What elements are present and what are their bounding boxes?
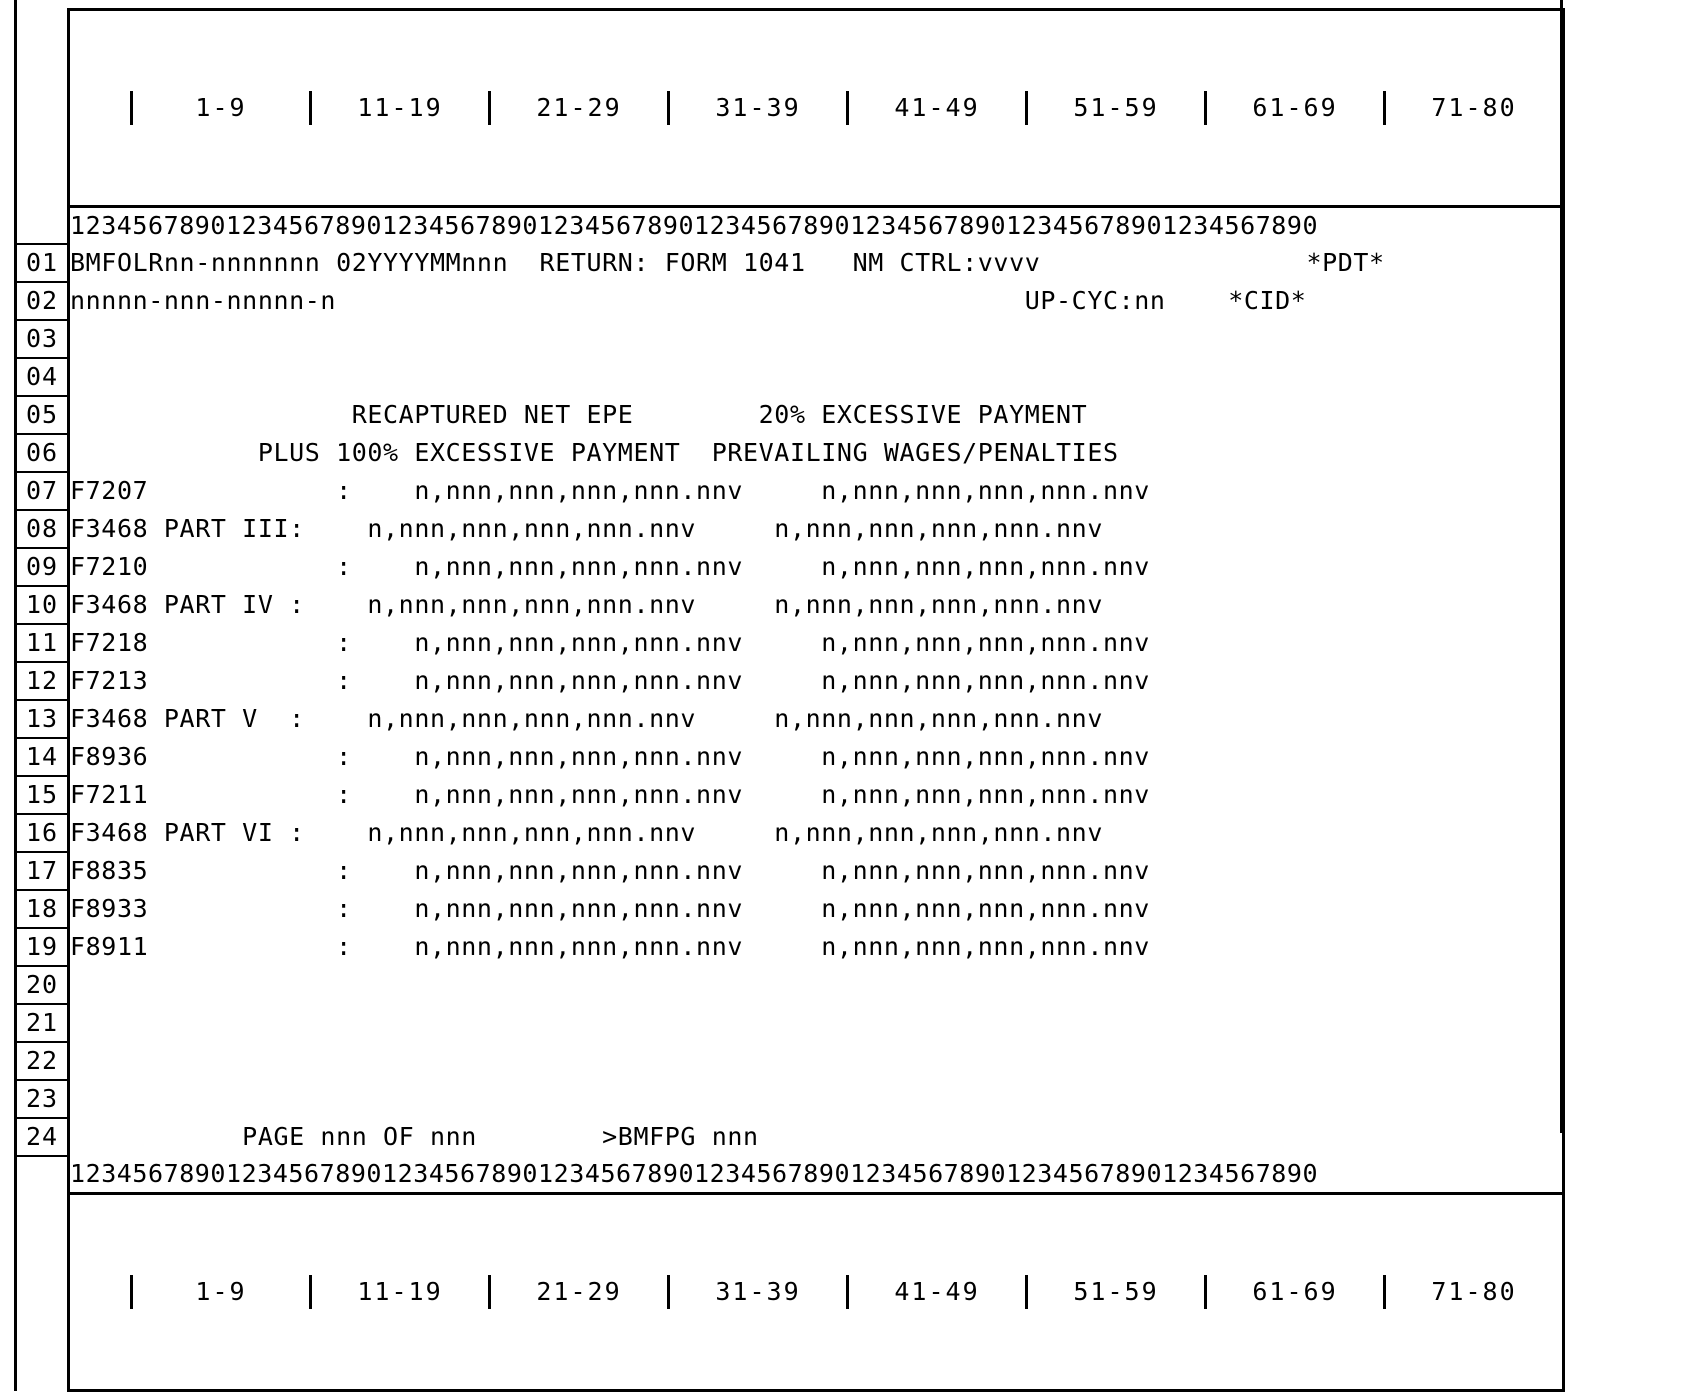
line-number-23: 23 — [16, 1080, 69, 1118]
line-number-13: 13 — [16, 700, 69, 738]
line-text-01[interactable]: BMFOLRnn-nnnnnnn 02YYYYMMnnn RETURN: FORM 1041 NM CTRL:vvvv *PDT* — [69, 244, 1564, 282]
line-text-09[interactable]: F7210 : n,nnn,nnn,nnn,nnn.nnv n,nnn,nnn,nnn,nnn.nnv — [69, 548, 1564, 586]
line-text-20[interactable] — [69, 966, 1564, 1004]
screen-line-13 — [16, 700, 1564, 738]
colhdr-31-39-bottom: 31-39 — [670, 1275, 849, 1309]
colhdr-21-29-top: 21-29 — [491, 91, 670, 125]
ruler-bottom: 12345678901234567890123456789012345678901234567890123456789012345678901234567890 — [69, 1156, 1564, 1194]
colhdr-71-80-top: 71-80 — [1431, 93, 1517, 122]
colhdr-61-69-bottom: 61-69 — [1207, 1275, 1386, 1309]
colhdr-51-59-bottom: 51-59 — [1028, 1275, 1207, 1309]
column-header-cells-bottom — [69, 1194, 1564, 1391]
line-text-18[interactable]: F8933 : n,nnn,nnn,nnn,nnn.nnv n,nnn,nnn,nnn,nnn.nnv — [69, 890, 1564, 928]
screen-line-18 — [16, 890, 1564, 928]
line-number-17: 17 — [16, 852, 69, 890]
screen-line-14 — [16, 738, 1564, 776]
screen-line-22 — [16, 1042, 1564, 1080]
line-number-22: 22 — [16, 1042, 69, 1080]
colhdr-41-49-top: 41-49 — [849, 91, 1028, 125]
line-text-23[interactable] — [69, 1080, 1564, 1118]
column-header-cells-top — [69, 10, 1564, 207]
line-number-12: 12 — [16, 662, 69, 700]
line-number-18: 18 — [16, 890, 69, 928]
line-number-02: 02 — [16, 282, 69, 320]
line-number-09: 09 — [16, 548, 69, 586]
line-text-16[interactable]: F3468 PART VI : n,nnn,nnn,nnn,nnn.nnv n,nnn,nnn,nnn,nnn.nnv — [69, 814, 1564, 852]
column-header-row-top — [16, 10, 1564, 207]
screen-line-03 — [16, 320, 1564, 358]
line-number-06: 06 — [16, 434, 69, 472]
ruler-top: 12345678901234567890123456789012345678901234567890123456789012345678901234567890 — [69, 207, 1564, 245]
colhdr-spacer-top — [70, 91, 133, 125]
ruler-row-top — [16, 207, 1564, 245]
line-text-02[interactable]: nnnnn-nnn-nnnnn-n UP-CYC:nn *CID* — [69, 282, 1564, 320]
gutter-ruler-bottom — [16, 1156, 69, 1194]
colhdr-spacer-bottom — [70, 1275, 133, 1309]
colhdr-71-80-bottom: 71-80 — [1431, 1277, 1517, 1306]
gutter-ruler-top — [16, 207, 69, 245]
screen-grid — [14, 8, 1565, 1392]
gutter-corner-bottom — [16, 1194, 69, 1391]
line-number-20: 20 — [16, 966, 69, 1004]
line-text-08[interactable]: F3468 PART III: n,nnn,nnn,nnn,nnn.nnv n,nnn,nnn,nnn,nnn.nnv — [69, 510, 1564, 548]
screen-line-17 — [16, 852, 1564, 890]
line-text-03[interactable] — [69, 320, 1564, 358]
screen-line-05 — [16, 396, 1564, 434]
line-number-05: 05 — [16, 396, 69, 434]
ruler-row-bottom — [16, 1156, 1564, 1194]
line-text-11[interactable]: F7218 : n,nnn,nnn,nnn,nnn.nnv n,nnn,nnn,nnn,nnn.nnv — [69, 624, 1564, 662]
line-number-10: 10 — [16, 586, 69, 624]
line-number-24: 24 — [16, 1118, 69, 1156]
screen-line-08 — [16, 510, 1564, 548]
colhdr-51-59-top: 51-59 — [1028, 91, 1207, 125]
colhdr-21-29-bottom: 21-29 — [491, 1275, 670, 1309]
line-text-06[interactable]: PLUS 100% EXCESSIVE PAYMENT PREVAILING WAGES/PENALTIES — [69, 434, 1564, 472]
line-number-19: 19 — [16, 928, 69, 966]
screen-line-11 — [16, 624, 1564, 662]
line-text-13[interactable]: F3468 PART V : n,nnn,nnn,nnn,nnn.nnv n,nnn,nnn,nnn,nnn.nnv — [69, 700, 1564, 738]
colhdr-1-9-bottom: 1-9 — [133, 1275, 312, 1309]
screen-line-10 — [16, 586, 1564, 624]
screen-line-02 — [16, 282, 1564, 320]
line-number-15: 15 — [16, 776, 69, 814]
colhdr-61-69-top: 61-69 — [1207, 91, 1386, 125]
line-number-16: 16 — [16, 814, 69, 852]
screen-line-04 — [16, 358, 1564, 396]
line-text-07[interactable]: F7207 : n,nnn,nnn,nnn,nnn.nnv n,nnn,nnn,nnn,nnn.nnv — [69, 472, 1564, 510]
colhdr-11-19-top: 11-19 — [312, 91, 491, 125]
screen-line-23 — [16, 1080, 1564, 1118]
screen-line-16 — [16, 814, 1564, 852]
line-number-14: 14 — [16, 738, 69, 776]
line-text-04[interactable] — [69, 358, 1564, 396]
screen-line-01 — [16, 244, 1564, 282]
gutter-corner-top — [16, 10, 69, 207]
line-text-17[interactable]: F8835 : n,nnn,nnn,nnn,nnn.nnv n,nnn,nnn,nnn,nnn.nnv — [69, 852, 1564, 890]
screen-line-09 — [16, 548, 1564, 586]
line-text-21[interactable] — [69, 1004, 1564, 1042]
line-text-24[interactable]: PAGE nnn OF nnn >BMFPG nnn — [69, 1118, 1564, 1156]
colhdr-11-19-bottom: 11-19 — [312, 1275, 491, 1309]
line-text-12[interactable]: F7213 : n,nnn,nnn,nnn,nnn.nnv n,nnn,nnn,nnn,nnn.nnv — [69, 662, 1564, 700]
line-number-03: 03 — [16, 320, 69, 358]
colhdr-1-9-top: 1-9 — [133, 91, 312, 125]
column-header-row-bottom — [16, 1194, 1564, 1391]
line-number-08: 08 — [16, 510, 69, 548]
screen-line-12 — [16, 662, 1564, 700]
screen-line-06 — [16, 434, 1564, 472]
colhdr-31-39-top: 31-39 — [670, 91, 849, 125]
screen-line-19 — [16, 928, 1564, 966]
line-number-07: 07 — [16, 472, 69, 510]
line-number-21: 21 — [16, 1004, 69, 1042]
colhdr-41-49-bottom: 41-49 — [849, 1275, 1028, 1309]
line-text-05[interactable]: RECAPTURED NET EPE 20% EXCESSIVE PAYMENT — [69, 396, 1564, 434]
line-text-22[interactable] — [69, 1042, 1564, 1080]
line-text-14[interactable]: F8936 : n,nnn,nnn,nnn,nnn.nnv n,nnn,nnn,nnn,nnn.nnv — [69, 738, 1564, 776]
screen-line-21 — [16, 1004, 1564, 1042]
line-number-01: 01 — [16, 244, 69, 282]
line-text-15[interactable]: F7211 : n,nnn,nnn,nnn,nnn.nnv n,nnn,nnn,nnn,nnn.nnv — [69, 776, 1564, 814]
screen-line-24 — [16, 1118, 1564, 1156]
screen-line-15 — [16, 776, 1564, 814]
line-text-19[interactable]: F8911 : n,nnn,nnn,nnn,nnn.nnv n,nnn,nnn,nnn,nnn.nnv — [69, 928, 1564, 966]
line-number-11: 11 — [16, 624, 69, 662]
line-text-10[interactable]: F3468 PART IV : n,nnn,nnn,nnn,nnn.nnv n,nnn,nnn,nnn,nnn.nnv — [69, 586, 1564, 624]
screen-line-20 — [16, 966, 1564, 1004]
screen-line-07 — [16, 472, 1564, 510]
line-number-04: 04 — [16, 358, 69, 396]
